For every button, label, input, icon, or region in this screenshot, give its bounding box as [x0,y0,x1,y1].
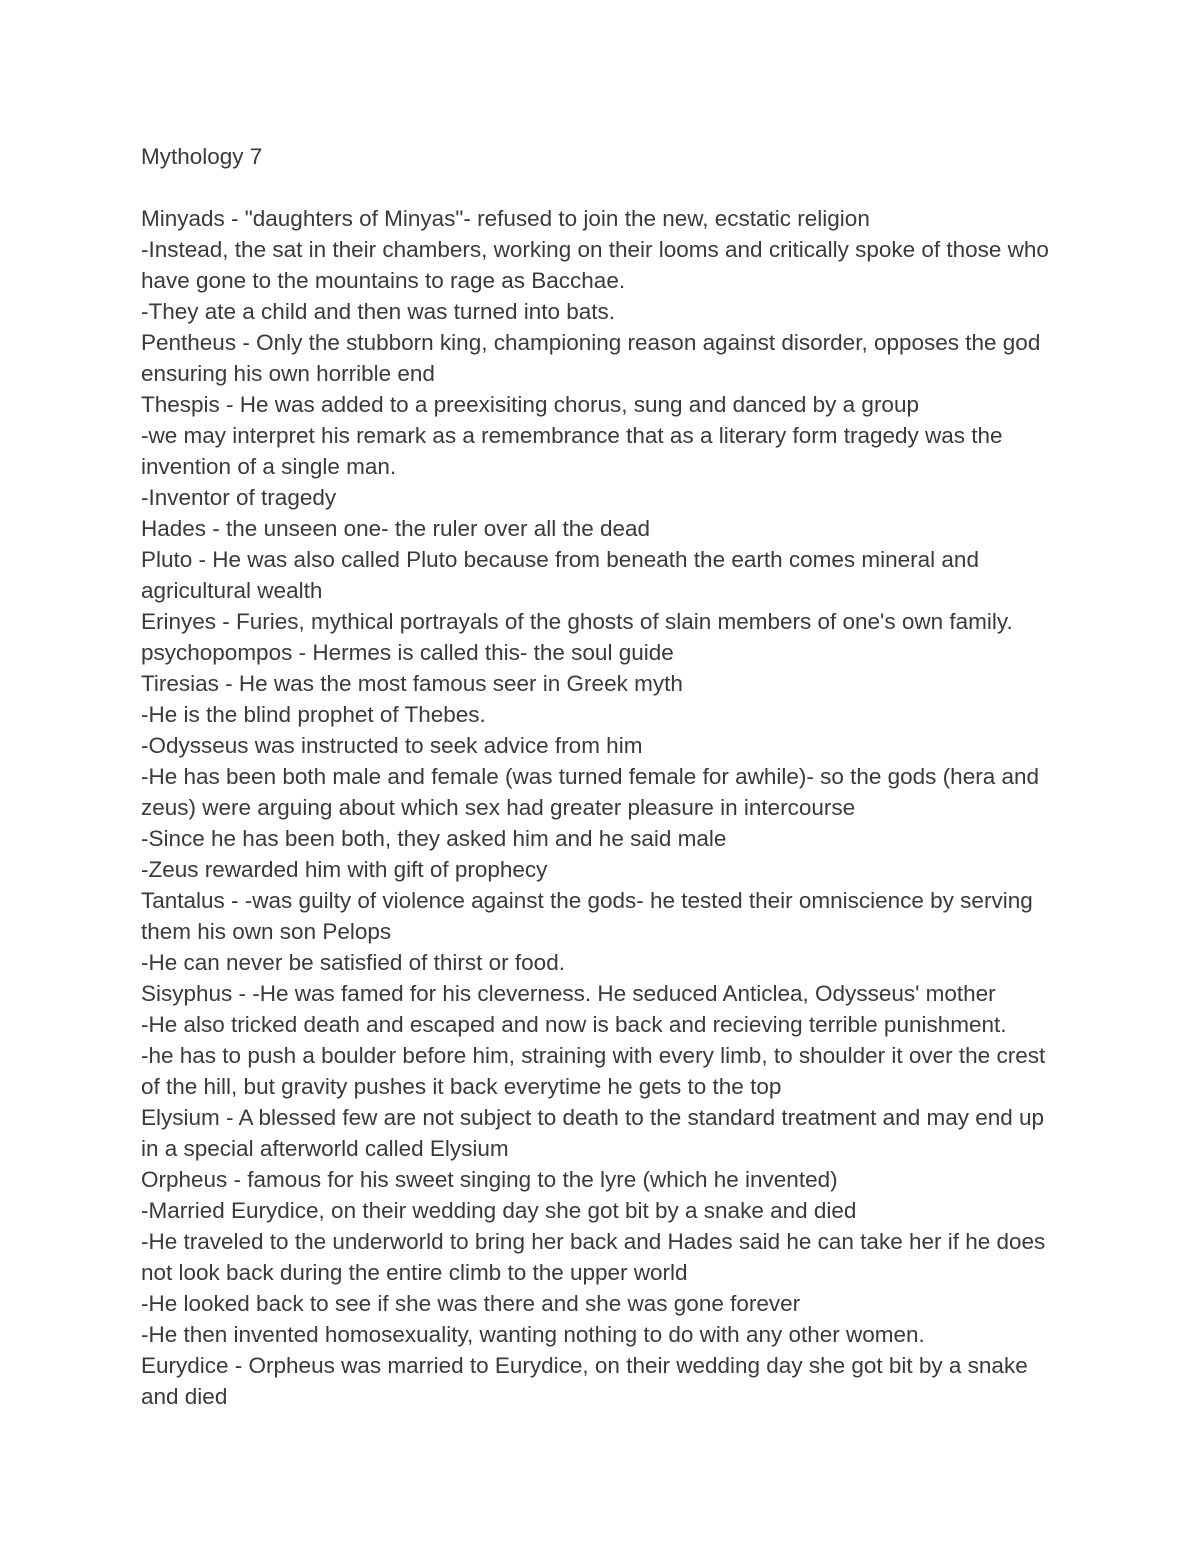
note-line: Erinyes - Furies, mythical portrayals of the ghosts of slain members of one's own family. [141,609,1013,634]
note-line: Minyads - "daughters of Minyas"- refused to join the new, ecstatic religion [141,206,870,231]
note-line: -He can never be satisfied of thirst or food. [141,950,565,975]
note-line: -he has to push a boulder before him, straining with every limb, to shoulder it over the crest of the hill, but gravity pushes it back everytime he gets to the top [141,1043,1046,1099]
note-line: Pluto - He was also called Pluto because from beneath the earth comes mineral and agricultural wealth [141,547,979,603]
note-line: -Married Eurydice, on their wedding day she got bit by a snake and died [141,1198,857,1223]
note-line: -Since he has been both, they asked him and he said male [141,826,727,851]
note-line: -we may interpret his remark as a remembrance that as a literary form tragedy was the invention of a single man. [141,423,1003,479]
note-line: Orpheus - famous for his sweet singing to the lyre (which he invented) [141,1167,838,1192]
note-line: -He has been both male and female (was turned female for awhile)- so the gods (hera and zeus) were arguing about which sex had greater pleasure in intercourse [141,764,1040,820]
note-line: Eurydice - Orpheus was married to Eurydice, on their wedding day she got bit by a snake and died [141,1353,1028,1409]
note-line: psychopompos - Hermes is called this- the soul guide [141,640,674,665]
note-line: -He looked back to see if she was there and she was gone forever [141,1291,801,1316]
note-line: Tiresias - He was the most famous seer in Greek myth [141,671,683,696]
page-title: Mythology 7 [141,144,263,169]
note-line: Elysium - A blessed few are not subject to death to the standard treatment and may end up in a special afterworld called Elysium [141,1105,1045,1161]
note-line: -He is the blind prophet of Thebes. [141,702,486,727]
note-line: Sisyphus - -He was famed for his cleverness. He seduced Anticlea, Odysseus' mother [141,981,996,1006]
note-line: -He traveled to the underworld to bring her back and Hades said he can take her if he does not look back during the entire climb to the upper world [141,1229,1046,1285]
notes-list [141,203,1061,1412]
note-line: -They ate a child and then was turned into bats. [141,299,616,324]
note-line: -He also tricked death and escaped and now is back and recieving terrible punishment. [141,1012,1007,1037]
note-line: -Instead, the sat in their chambers, working on their looms and critically spoke of those who have gone to the mountains to rage as Bacchae. [141,237,1049,293]
document-body [141,141,1061,1412]
note-line: -He then invented homosexuality, wanting nothing to do with any other women. [141,1322,925,1347]
title-spacer [141,172,1061,203]
note-line: -Odysseus was instructed to seek advice from him [141,733,643,758]
note-line: Hades - the unseen one- the ruler over all the dead [141,516,651,541]
note-line: Tantalus - -was guilty of violence against the gods- he tested their omniscience by serving them his own son Pelops [141,888,1033,944]
note-line: Thespis - He was added to a preexisiting chorus, sung and danced by a group [141,392,919,417]
note-line: Pentheus - Only the stubborn king, championing reason against disorder, opposes the god ensuring his own horrible end [141,330,1041,386]
note-line: -Zeus rewarded him with gift of prophecy [141,857,548,882]
note-line: -Inventor of tragedy [141,485,337,510]
